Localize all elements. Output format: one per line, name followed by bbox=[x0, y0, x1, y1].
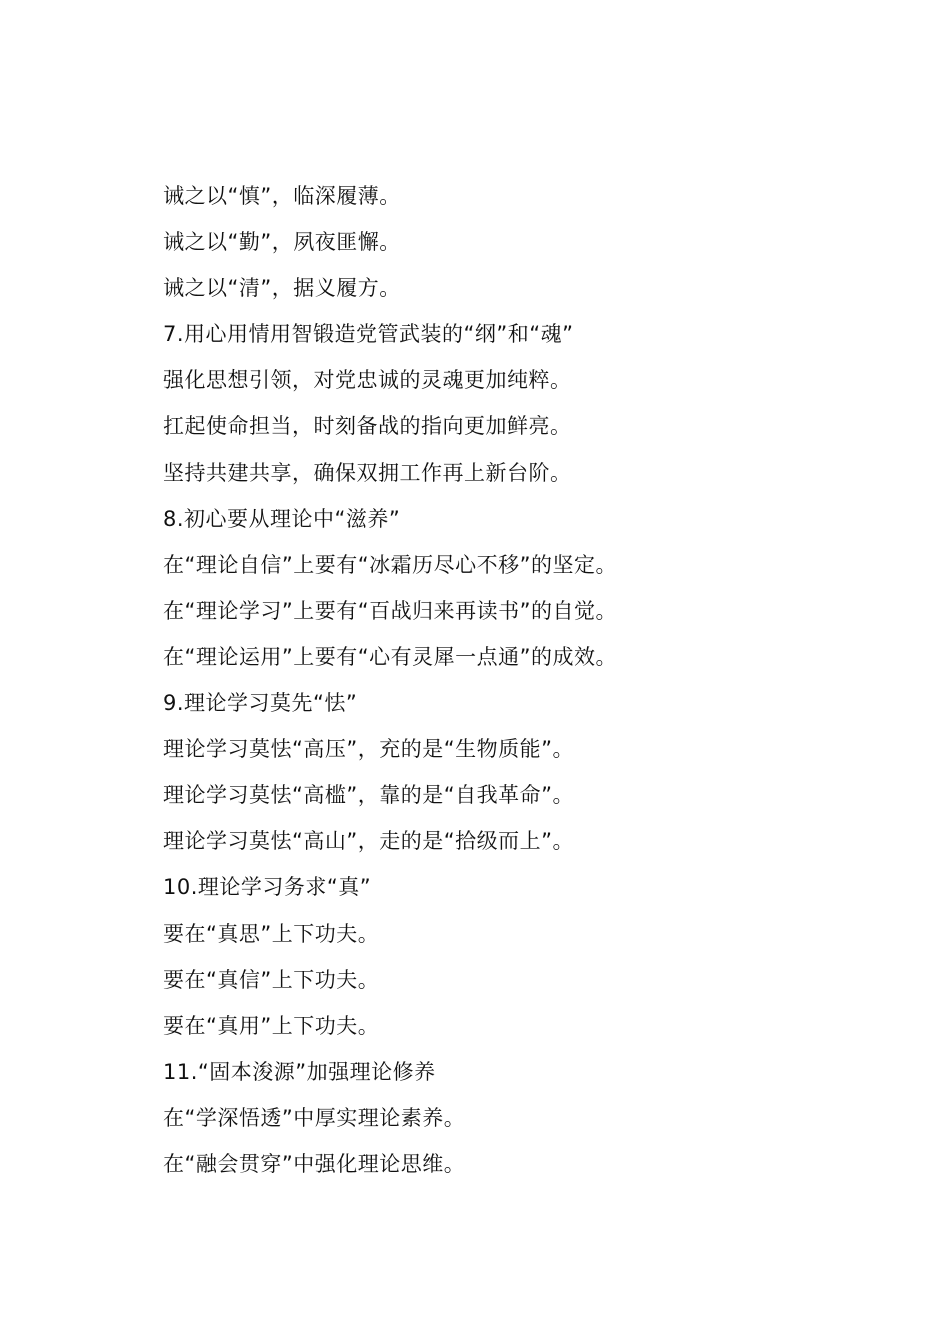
section-heading: 10.理论学习务求“真” bbox=[163, 875, 372, 900]
text-line: 理论学习莫怯“高槛”，靠的是“自我革命”。 bbox=[163, 783, 575, 808]
text-line: 要在“真用”上下功夫。 bbox=[163, 1013, 380, 1038]
text-line: 坚持共建共享，确保双拥工作再上新台阶。 bbox=[163, 460, 572, 485]
text-line: 理论学习莫怯“高压”，充的是“生物质能”。 bbox=[163, 737, 575, 762]
text-body bbox=[163, 173, 903, 1187]
text-line: 在“理论学习”上要有“百战归来再读书”的自觉。 bbox=[163, 598, 618, 623]
text-line: 理论学习莫怯“高山”，走的是“拾级而上”。 bbox=[163, 829, 575, 854]
section-heading: 9.理论学习莫先“怯” bbox=[163, 691, 358, 716]
text-line: 要在“真信”上下功夫。 bbox=[163, 967, 380, 992]
section-heading: 8.初心要从理论中“滋养” bbox=[163, 506, 401, 531]
text-line: 在“理论自信”上要有“冰霜历尽心不移”的坚定。 bbox=[163, 552, 618, 577]
text-line: 在“学深悟透”中厚实理论素养。 bbox=[163, 1105, 466, 1130]
text-line: 扛起使命担当，时刻备战的指向更加鲜亮。 bbox=[163, 414, 572, 439]
text-line: 诫之以“勤”，夙夜匪懈。 bbox=[163, 230, 401, 255]
text-line: 强化思想引领，对党忠诚的灵魂更加纯粹。 bbox=[163, 368, 572, 393]
section-heading: 7.用心用情用智锻造党管武装的“纲”和“魂” bbox=[163, 322, 574, 347]
text-line: 诫之以“慎”，临深履薄。 bbox=[163, 184, 401, 208]
text-line: 诫之以“清”，据义履方。 bbox=[163, 276, 401, 301]
text-line: 在“融会贯穿”中强化理论思维。 bbox=[163, 1151, 466, 1176]
section-heading: 11.“固本浚源”加强理论修养 bbox=[163, 1059, 436, 1084]
text-line: 在“理论运用”上要有“心有灵犀一点通”的成效。 bbox=[163, 644, 618, 669]
text-line: 要在“真思”上下功夫。 bbox=[163, 921, 380, 946]
